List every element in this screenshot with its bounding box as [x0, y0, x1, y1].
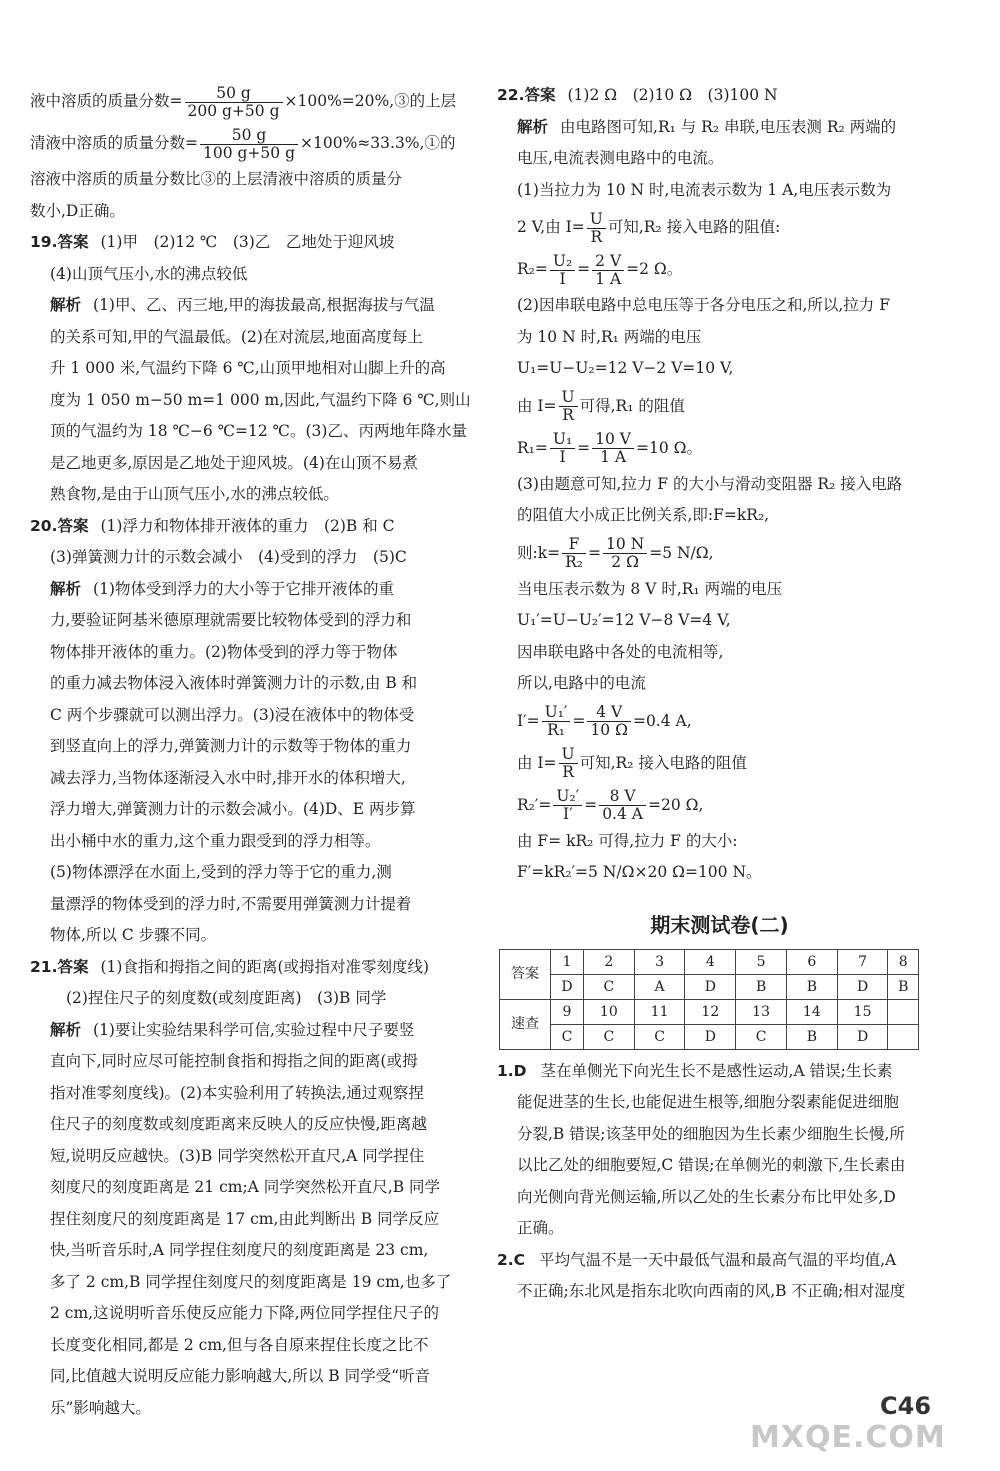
text: =2 Ω。: [626, 260, 683, 278]
table-cell: 9: [551, 999, 584, 1024]
q20-answer: [30, 511, 470, 543]
text: (1)要让实验结果科学可信,实验过程中尺子要竖: [93, 1020, 415, 1039]
text: (1)甲、乙、丙三地,甲的海拔最高,根据海拔与气温: [93, 296, 435, 314]
line: F′=kR₂′=5 N/Ω×20 Ω=100 N。: [517, 863, 762, 881]
question-number: 19.: [30, 233, 58, 251]
numerator: 50 g: [200, 127, 298, 145]
table-cell: C: [634, 1024, 685, 1049]
line: 同,比值越大说明反应能力影响越大,所以 B 同学受“听音: [50, 1367, 431, 1385]
fraction: [587, 211, 606, 246]
table-cell: 5: [736, 949, 787, 974]
line: 出小桶中水的重力,这个重力跟受到的浮力相等。: [50, 831, 381, 850]
line: 分裂,B 错误;该茎甲处的细胞因为生长素少细胞生长慢,所: [517, 1124, 905, 1143]
fraction: [592, 431, 634, 466]
table-cell: B: [736, 974, 787, 999]
line: 度为 1 050 m−50 m=1 000 m,因此,气温约下降 6 ℃,则山: [50, 390, 471, 409]
denominator: R: [562, 763, 574, 781]
line: U₁′=U−U₂′=12 V−8 V=4 V,: [517, 611, 731, 629]
text: (1)2 Ω (2)10 Ω (3)100 N: [567, 86, 778, 104]
line: 住尺子的刻度数或刻度距离来反映人的反应快慢,距离越: [50, 1115, 427, 1133]
table-row: [500, 974, 919, 999]
answer-table: [499, 949, 919, 1050]
numerator: U₁: [550, 431, 575, 449]
line: 2 cm,这说明听音乐使反应能力下降,两位同学捏住尺子的: [50, 1304, 440, 1322]
line: [30, 574, 470, 606]
line: 直向下,同时应尽可能控制食指和拇指之间的距离(或拇: [50, 1052, 418, 1070]
line: [30, 1015, 470, 1047]
fraction: [592, 253, 624, 288]
question-number: 1.D: [497, 1061, 527, 1080]
line: 短,说明反应越快。(3)B 同学突然松开直尺,A 同学捏住: [50, 1146, 425, 1165]
watermark: MXQE.COM: [750, 1420, 946, 1455]
text: 由电路图可知,R₁ 与 R₂ 串联,电压表测 R₂ 两端的: [560, 117, 897, 136]
text: R₂=: [517, 260, 548, 278]
table-row: [500, 949, 919, 974]
denominator: 100 g+50 g: [203, 143, 295, 162]
line: C 两个步骤就可以测出浮力。(3)浸在液体中的物体受: [50, 705, 415, 724]
question-number: 20.: [30, 516, 58, 535]
text: (1)物体受到浮力的大小等于它排开液体的重: [93, 579, 394, 598]
fraction: [550, 431, 575, 466]
fraction: [200, 127, 298, 162]
table-cell: 6: [786, 949, 837, 974]
table-cell: 13: [736, 999, 787, 1024]
page-number: C46: [880, 1392, 932, 1420]
text: ×100%≈33.3%,①的: [300, 134, 456, 152]
line: 的阻值大小成正比例关系,即:F=kR₂,: [517, 506, 770, 524]
numerator: 10 N: [603, 536, 647, 554]
line: (3)由题意可知,拉力 F 的大小与滑动变阻器 R₂ 接入电路: [517, 474, 903, 493]
line: 到竖直向上的浮力,弹簧测力计的示数等于物体的重力: [50, 737, 412, 755]
text: (1)食指和拇指之间的距离(或拇指对准零刻度线): [100, 957, 430, 976]
line: 电压,电流表测电路中的电流。: [517, 149, 724, 167]
table-cell: D: [685, 1024, 736, 1049]
line: [497, 532, 942, 574]
fraction: [185, 85, 283, 120]
line: [497, 427, 942, 469]
table-label: 答案: [500, 949, 551, 999]
text: 液中溶质的质量分数=: [30, 92, 183, 110]
line: 当电压表示数为 8 V 时,R₁ 两端的电压: [517, 579, 783, 598]
fraction: [550, 253, 575, 288]
line: [497, 385, 942, 427]
line: 所以,电路中的电流: [517, 674, 646, 692]
denominator: 0.4 A: [602, 805, 643, 823]
numerator: U₂′: [553, 788, 582, 806]
text: =5 N/Ω,: [649, 543, 714, 562]
numerator: F: [562, 536, 586, 554]
fraction: [599, 788, 646, 823]
question-number: 21.: [30, 957, 58, 976]
line: 多了 2 cm,B 同学捏住刻度尺的刻度距离是 19 cm,也多了: [50, 1272, 452, 1291]
numerator: 8 V: [599, 788, 646, 806]
table-cell: D: [685, 974, 736, 999]
table-cell: B: [786, 1024, 837, 1049]
denominator: 200 g+50 g: [187, 101, 280, 120]
answer-tag: 答案: [524, 86, 556, 104]
analysis-tag: 解析: [50, 296, 82, 314]
answer-tag: 答案: [57, 233, 89, 251]
line: 量漂浮的物体受到的浮力时,不需要用弹簧测力计提着: [50, 894, 412, 913]
line: 向光侧向背光侧运输,所以乙处的生长素分布比甲处多,D: [517, 1187, 896, 1206]
table-cell: 11: [634, 999, 685, 1024]
line: 的重力减去物体浸入液体时弹簧测力计的示数,由 B 和: [50, 674, 418, 692]
analysis-tag: 解析: [50, 1020, 82, 1039]
question-number: 2.C: [497, 1250, 526, 1269]
text: 由 I=: [517, 753, 557, 772]
line: 指对准零刻度线)。(2)本实验利用了转换法,通过观察捏: [50, 1083, 424, 1102]
text: 可得,R₁ 的阻值: [579, 396, 685, 415]
denominator: R₁: [547, 721, 565, 739]
denominator: 2 Ω: [611, 553, 639, 571]
table-cell: D: [837, 1024, 888, 1049]
table-cell: D: [551, 974, 584, 999]
section-title: 期末测试卷(二): [650, 912, 789, 937]
numerator: 4 V: [587, 704, 631, 722]
line: 刻度尺的刻度距离是 21 cm;A 同学突然松开直尺,B 同学: [50, 1178, 441, 1196]
denominator: R: [590, 227, 603, 246]
table-cell: [888, 1024, 919, 1049]
line: 物体排开液体的重力。(2)物体受到的浮力等于物体: [50, 642, 398, 661]
denominator: I: [559, 448, 566, 466]
line: (4)山顶气压小,水的沸点较低: [50, 264, 248, 283]
text: 可知,R₂ 接入电路的阻值: [579, 753, 747, 772]
right-column: [497, 80, 942, 1308]
line: 顶的气温约为 18 ℃−6 ℃=12 ℃。(3)乙、丙两地年降水量: [50, 422, 467, 440]
text: R₁=: [517, 438, 548, 457]
denominator: 10 Ω: [590, 721, 628, 739]
line: 以比乙处的细胞要短,C 错误;在单侧光的刺激下,生长素由: [517, 1156, 906, 1174]
table-cell: C: [583, 974, 634, 999]
numerator: U₂: [550, 253, 575, 271]
line: [497, 784, 942, 826]
line: 升 1 000 米,气温约下降 6 ℃,山顶甲地相对山脚上升的高: [50, 359, 446, 377]
line: (2)因串联电路中总电压等于各分电压之和,所以,拉力 F: [517, 296, 890, 314]
line: 数小,D正确。: [30, 201, 125, 220]
table-row: [500, 1024, 919, 1049]
analysis-tag: 解析: [50, 579, 82, 598]
text: =10 Ω。: [636, 438, 702, 457]
text: R₂′=: [517, 795, 552, 814]
line: 的关系可知,甲的气温最低。(2)在对流层,地面高度每上: [50, 327, 423, 346]
fraction: [553, 788, 582, 823]
denominator: 1 A: [600, 448, 627, 466]
line: (5)物体漂浮在水面上,受到的浮力等于它的重力,测: [50, 863, 392, 881]
text: 茎在单侧光下向光生长不是感性运动,A 错误;生长素: [540, 1061, 893, 1080]
answer-tag: 答案: [57, 516, 89, 535]
line: [30, 80, 470, 122]
table-cell: C: [583, 1024, 634, 1049]
table-cell: 4: [685, 949, 736, 974]
text: =: [588, 543, 601, 562]
line: 由 F= kR₂ 可得,拉力 F 的大小:: [517, 831, 738, 850]
text: 则:k=: [517, 543, 561, 562]
table-cell: 14: [786, 999, 837, 1024]
q2-answer: [497, 1245, 942, 1277]
fraction: [587, 704, 631, 739]
table-cell: B: [888, 974, 919, 999]
question-number: 22.: [497, 86, 525, 104]
table-cell: 1: [551, 949, 584, 974]
text: I′=: [517, 711, 540, 730]
denominator: I: [559, 269, 566, 288]
line: 正确。: [517, 1219, 564, 1237]
table-cell: C: [736, 1024, 787, 1049]
numerator: U: [587, 211, 606, 229]
fraction: [559, 389, 578, 424]
left-column: [30, 80, 470, 1424]
answer-tag: 答案: [57, 957, 89, 976]
numerator: 2 V: [592, 253, 624, 271]
line: 不正确;东北风是指东北吹向西南的风,B 不正确;相对湿度: [517, 1282, 906, 1300]
numerator: U: [559, 389, 578, 407]
table-cell: 12: [685, 999, 736, 1024]
fraction: [562, 536, 586, 571]
table-cell: 8: [888, 949, 919, 974]
analysis-tag: 解析: [517, 117, 549, 136]
line: [497, 206, 942, 248]
line: 为 10 N 时,R₁ 两端的电压: [517, 327, 702, 346]
line: 乐”影响越大。: [50, 1398, 151, 1417]
line: [30, 122, 470, 164]
line: 是乙地更多,原因是乙地处于迎风坡。(4)在山顶不易煮: [50, 453, 418, 472]
line: [497, 248, 942, 290]
line: [497, 700, 942, 742]
text: 清液中溶质的质量分数=: [30, 134, 198, 152]
table-cell: 3: [634, 949, 685, 974]
line: 因串联电路中各处的电流相等,: [517, 642, 724, 661]
text: 平均气温不是一天中最低气温和最高气温的平均值,A: [539, 1250, 897, 1269]
q21-answer: [30, 952, 470, 984]
line: 浮力增大,弹簧测力计的示数会减小。(4)D、E 两步算: [50, 800, 416, 818]
denominator: 1 A: [595, 269, 622, 288]
line: 减去浮力,当物体逐渐浸入水中时,排开水的体积增大,: [50, 768, 406, 787]
denominator: I′: [562, 805, 573, 823]
table-cell: 10: [583, 999, 634, 1024]
text: ×100%=20%,③的上层: [284, 92, 457, 110]
text: =0.4 A,: [632, 711, 692, 730]
text: =: [577, 438, 591, 457]
table-cell: A: [634, 974, 685, 999]
numerator: U₁′: [542, 704, 571, 722]
line: 熟食物,是由于山顶气压小,水的沸点较低。: [50, 485, 339, 503]
line: 能促进茎的生长,也能促进生根等,细胞分裂素能促进细胞: [517, 1093, 899, 1111]
text: 2 V,由 I=: [517, 218, 585, 236]
line: (2)捏住尺子的刻度数(或刻度距离) (3)B 同学: [66, 989, 387, 1007]
text: =: [577, 260, 591, 278]
numerator: 10 V: [592, 431, 634, 449]
table-row: [500, 999, 919, 1024]
line: 长度变化相同,都是 2 cm,但与各自原来捏住长度之比不: [50, 1335, 429, 1354]
table-label: 速查: [500, 999, 551, 1049]
fraction: [542, 704, 571, 739]
table-cell: B: [786, 974, 837, 999]
line: (3)弹簧测力计的示数会减小 (4)受到的浮力 (5)C: [50, 548, 407, 566]
line: 快,当听音乐时,A 同学捏住刻度尺的刻度距离是 23 cm,: [50, 1241, 429, 1259]
q1-answer: [497, 1056, 942, 1088]
line: [497, 742, 942, 784]
line: 力,要验证阿基米德原理就需要比较物体受到的浮力和: [50, 611, 412, 629]
table-cell: D: [837, 974, 888, 999]
table-cell: 2: [583, 949, 634, 974]
fraction: [559, 746, 578, 781]
line: 捏住刻度尺的刻度距离是 17 cm,由此判断出 B 同学反应: [50, 1209, 440, 1228]
text: (1)浮力和物体排开液体的重力 (2)B 和 C: [100, 516, 395, 535]
denominator: R: [562, 406, 574, 424]
table-cell: 7: [837, 949, 888, 974]
text: 由 I=: [517, 396, 557, 415]
text: =: [584, 795, 598, 814]
denominator: R₂: [565, 553, 583, 571]
text: (1)甲 (2)12 ℃ (3)乙 乙地处于迎风坡: [100, 233, 395, 251]
numerator: 50 g: [185, 85, 283, 103]
fraction: [603, 536, 647, 571]
table-cell: 15: [837, 999, 888, 1024]
table-cell: [888, 999, 919, 1024]
q22-answer: [497, 80, 942, 112]
line: U₁=U−U₂=12 V−2 V=10 V,: [517, 359, 734, 377]
numerator: U: [559, 746, 578, 764]
text: =20 Ω,: [647, 795, 704, 814]
text: 可知,R₂ 接入电路的阻值:: [607, 218, 781, 236]
line: [30, 290, 470, 322]
table-cell: C: [551, 1024, 584, 1049]
line: 溶液中溶质的质量分数比③的上层清液中溶质的质量分: [30, 170, 403, 188]
text: =: [572, 711, 586, 730]
line: 物体,所以 C 步骤不同。: [50, 926, 217, 944]
line: [497, 112, 942, 144]
q19-answer: [30, 227, 470, 259]
line: (1)当拉力为 10 N 时,电流表示数为 1 A,电压表示数为: [517, 180, 892, 199]
